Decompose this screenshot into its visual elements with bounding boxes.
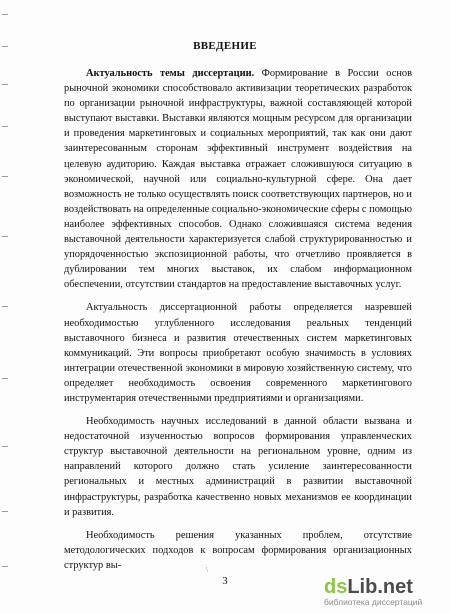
paragraph-text: Необходимость решения указанных проблем, отсутствие методологических подходов к вопросам формирования организационных структур вы- (64, 529, 412, 571)
paragraph-2 (64, 300, 412, 406)
scan-artifact-mark: \ (206, 566, 208, 574)
dslib-logo (324, 577, 444, 597)
paragraph-text: Необходимость научных исследований в данной области вызвана и недостаточной изученностью вопросов формирования управленческих структур выставочной деятельности на региональном уровне, одним из направлений которого должно стать усиление заинтересованности региональных и местных администраций в развитии выставочной инфраструктуры, разработка качественно новых механизмов ее координации и развития. (64, 416, 412, 518)
paragraph-4 (64, 528, 412, 573)
paragraph-lead: Актуальность темы диссертации. (86, 68, 255, 79)
binding-edge-marks (2, 6, 12, 606)
dslib-watermark[interactable] (324, 577, 444, 609)
page-heading: ВВЕДЕНИЕ (193, 40, 257, 52)
body-text (64, 66, 412, 581)
watermark-subtitle: библиотека диссертаций (324, 597, 423, 607)
logo-suffix: Lib.net (347, 576, 413, 598)
paragraph-3 (64, 414, 412, 520)
paragraph-text: Формирование в России основ рыночной экономики способствовало активизации теоретических разработок по организации рыночной инфраструктуры, важной составляющей которой выступают выставки. Выставки являются мощным ресурсом для организации и проведения маркетинговых и социальных мероприятий, так как они дают заинтересованным сторонам эффективный инструмент воздействия на целевую аудиторию. Каждая выставка отражает сложившуюся ситуацию в экономической, научной или социально-культурной сфере. Она дает возможность не только осуществлять поиск соответствующих партнеров, но и воздействовать на определенные социально-экономические сферы с помощью наиболее эффективных способов. Однако сложившаяся система ведения выставочной деятельности характеризуется слабой структурированностью и упорядоченностью экспозиционной работы, что отчетливо проявляется в дублировании тем многих выставок, их слабом информационном обеспечении, отсутствии стандартов на предоставление выставочных услуг. (64, 68, 412, 291)
paragraph-1 (64, 66, 412, 292)
paragraph-text: Актуальность диссертационной работы определяется назревшей необходимостью углубленного исследования реальных тенденций выставочного бизнеса и развития отечественных систем маркетинговых коммуникаций. Эти вопросы приобретают особую значимость в условиях интеграции отечественной экономики в мировую хозяйственную систему, что определяет необходимость освоения современного маркетингового инструментария отечественными предприятиями и организациями. (64, 302, 412, 404)
page-number: 3 (222, 576, 228, 587)
logo-prefix: ds (324, 576, 348, 598)
